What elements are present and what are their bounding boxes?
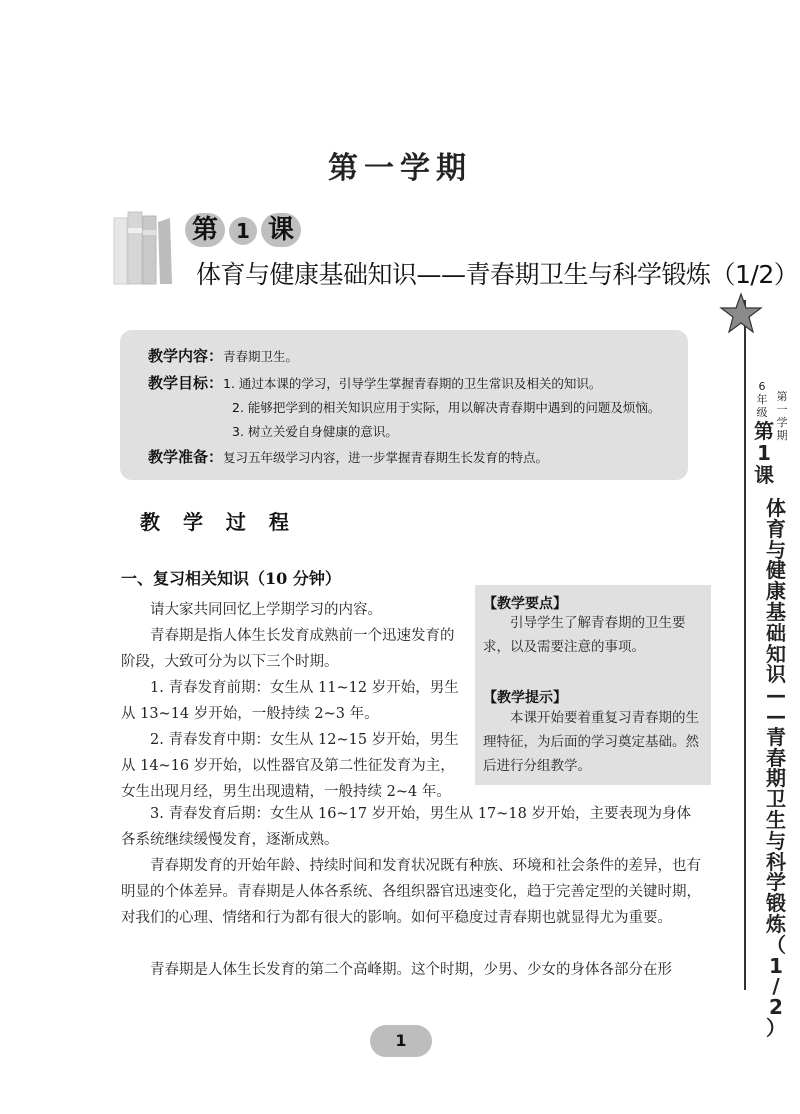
prep-label: 教学准备： [148,448,224,466]
body-paragraph: 请大家共同回忆上学期学习的内容。 [150,602,382,618]
body-paragraph: 2. 青春发育中期：女生从 12~15 岁开始，男生从 14~16 岁开始，以性器官及第二性征发育为主，女生出现月经，男生出现遗精，一般持续 2~4 年。 [121,732,459,800]
sidebar-rule [744,300,746,990]
goal-item: 3. 树立关爱自身健康的意识。 [232,424,398,439]
semester-title: 第一学期 [328,151,472,186]
key-points-title: 【教学要点】 [483,596,567,612]
body-paragraph: 青春期是指人体生长发育成熟前一个迅速发育的阶段，大致可分为以下三个时期。 [121,628,455,670]
lesson-badge-number: 1 [229,217,257,245]
body-paragraph: 3. 青春发育后期：女生从 16~17 岁开始，男生从 17~18 岁开始，主要表现为身体各系统继续缓慢发育，逐渐成熟。 [121,806,691,848]
content-value: 青春期卫生。 [223,349,299,364]
section-heading: 一、复习相关知识（10 分钟） [121,569,341,588]
sidebar-lesson: 第 1 课 [754,419,774,487]
sidebar-grade: 6 年 级 [756,380,768,419]
content-label: 教学内容： [148,347,224,365]
hints-title: 【教学提示】 [483,690,567,706]
goals-label: 教学目标： [148,374,224,392]
key-points-text: 引导学生了解青春期的卫生要求，以及需要注意的事项。 [483,615,686,655]
lesson-badge-suffix: 课 [261,213,301,247]
body-paragraph: 青春期发育的开始年龄、持续时间和发育状况既有种族、环境和社会条件的差异，也有明显的个体差异。青春期是人体各系统、各组织器官迅速变化，趋于完善定型的关键时期，对我们的心理、情绪和行为都有很大的影响。如何平稳度过青春期也就显得尤为重要。 [121,858,701,926]
prep-row [148,446,548,467]
content-row [148,345,298,366]
goal-item: 2. 能够把学到的相关知识应用于实际，用以解决青春期中遇到的问题及烦恼。 [232,400,661,415]
process-heading: 教 学 过 程 [140,510,297,534]
star-icon [719,292,763,336]
goals-row [148,372,601,393]
lesson-badge-prefix: 第 [185,213,225,247]
sidebar-semester: 第 一 学 期 [776,390,788,442]
page-number: 1 [370,1025,432,1057]
lesson-title: 体育与健康基础知识——青春期卫生与科学锻炼（1/2） [196,260,799,289]
goal-item: 1. 通过本课的学习，引导学生掌握青春期的卫生常识及相关的知识。 [223,376,602,391]
body-paragraph: 青春期是人体生长发育的第二个高峰期。这个时期，少男、少女的身体各部分在形 [150,962,672,978]
sidebar-title: 体 育 与 健 康 基 础 知 识 — — 青 春 期 卫 生 与 科 学 锻 炼 （ 1 / 2 ） [766,496,786,1040]
books-icon [112,208,174,286]
hints-text: 本课开始要着重复习青春期的生理特征，为后面的学习奠定基础。然后进行分组教学。 [483,710,699,774]
body-paragraph: 1. 青春发育前期：女生从 11~12 岁开始，男生从 13~14 岁开始，一般持续 2~3 年。 [121,680,459,722]
prep-value: 复习五年级学习内容，进一步掌握青春期生长发育的特点。 [223,450,549,465]
